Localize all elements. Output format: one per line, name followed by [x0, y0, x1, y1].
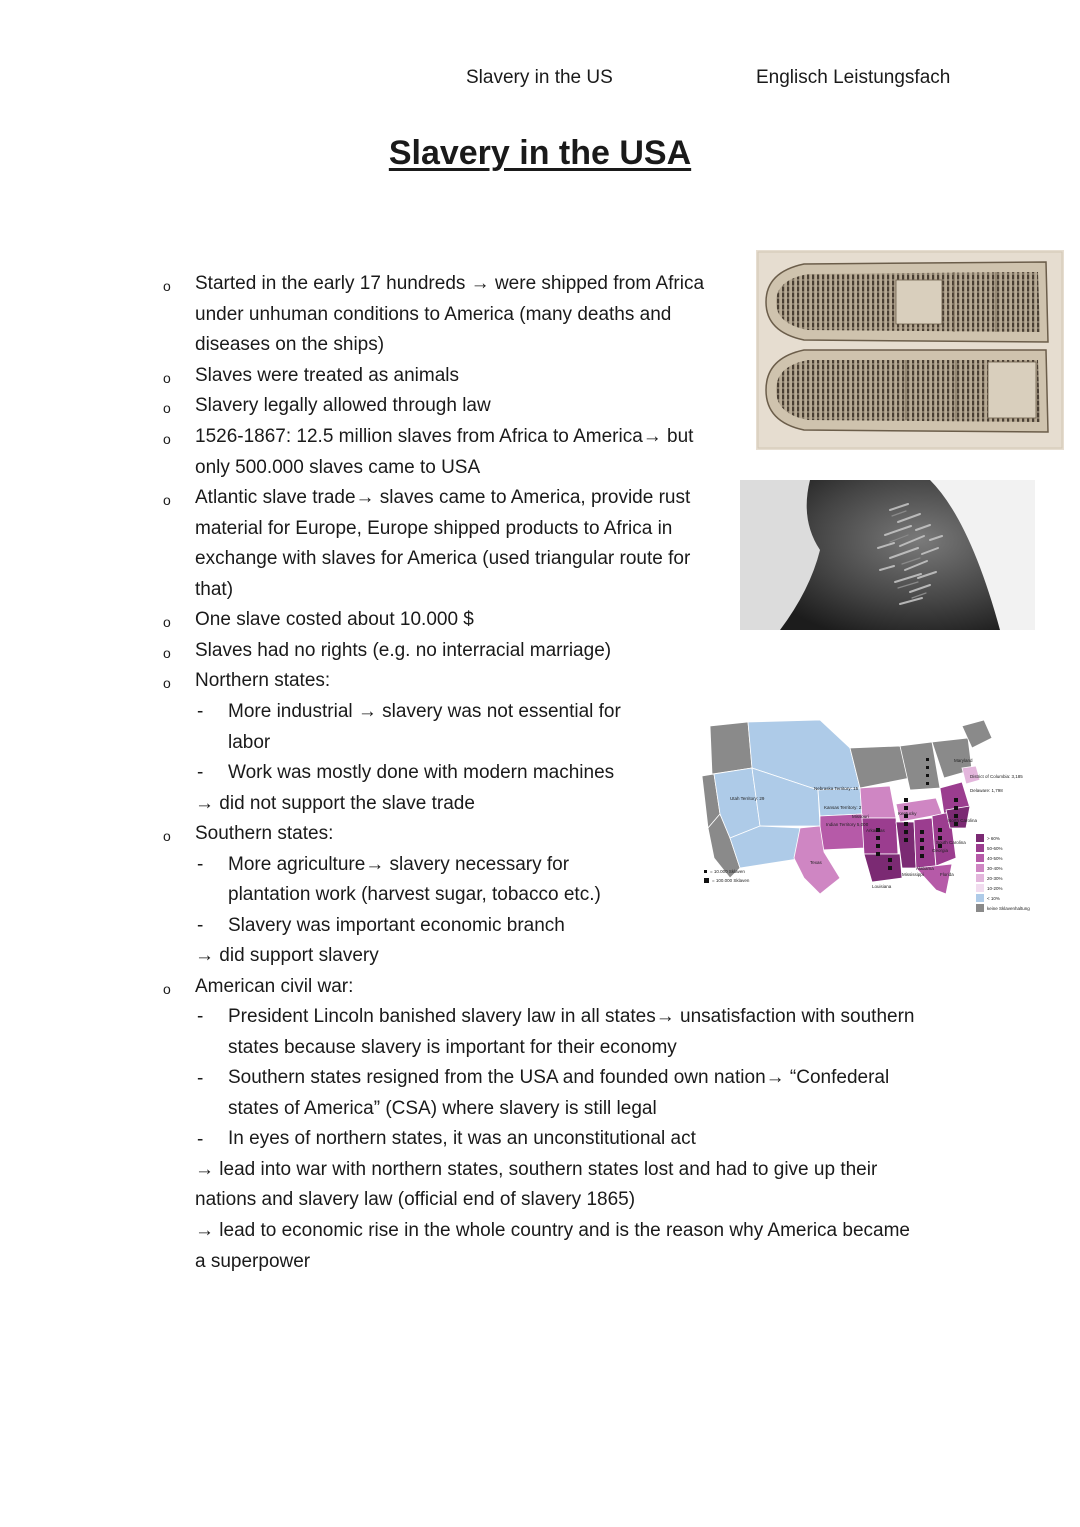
legend-label: 50-60%: [987, 846, 1003, 851]
dash-marker: -: [197, 1006, 204, 1027]
text-line: Work was mostly done with modern machines: [228, 762, 615, 783]
legend-swatch: [976, 884, 984, 892]
dash-marker: -: [197, 915, 204, 936]
dash-marker: -: [197, 701, 204, 722]
map-label: Arkansas: [866, 828, 885, 833]
bullet-marker: o: [163, 675, 171, 691]
dash-marker: -: [197, 854, 204, 875]
map-label: Kentucky: [898, 811, 917, 816]
text-line: President Lincoln banished slavery law in all states→ unsatisfaction with southern: [228, 1006, 915, 1027]
map-label: Mississippi: [902, 872, 924, 877]
us-slavery-map-image: [700, 718, 1030, 922]
legend-label: 20-30%: [987, 876, 1003, 881]
dash-marker: -: [197, 762, 204, 783]
legend-swatch: [976, 864, 984, 872]
map-label: Kansas Territory: 2: [824, 805, 862, 810]
bullet-marker: o: [163, 278, 171, 294]
map-label: South Carolina: [936, 840, 966, 845]
map-label: Missouri: [852, 814, 869, 819]
text-line: exchange with slaves for America (used triangular route for: [195, 548, 691, 569]
text-line: diseases on the ships): [195, 334, 385, 355]
text-line: → lead into war with northern states, southern states lost and had to give up their: [195, 1159, 878, 1180]
text-line: Slavery was important economic branch: [228, 915, 565, 936]
text-line: only 500.000 slaves came to USA: [195, 457, 481, 478]
header-left: Slavery in the US: [466, 67, 613, 88]
text-line: material for Europe, Europe shipped products to Africa in: [195, 518, 673, 539]
map-icon-legend: = 100.000 Sklaven: [712, 878, 750, 883]
bullet-marker: o: [163, 981, 171, 997]
dash-marker: -: [197, 1129, 204, 1150]
legend-swatch: [976, 904, 984, 912]
map-label: Delaware: 1,798: [970, 788, 1003, 793]
legend-label: 40-50%: [987, 856, 1003, 861]
text-line: 1526-1867: 12.5 million slaves from Africa to America→ but: [195, 426, 694, 447]
text-line: that): [195, 579, 234, 600]
text-line: In eyes of northern states, it was an unconstitutional act: [228, 1128, 696, 1149]
dash-marker: -: [197, 1068, 204, 1089]
legend-swatch: [976, 854, 984, 862]
legend-swatch: [976, 894, 984, 902]
bullet-marker: o: [163, 614, 171, 630]
text-line: → did not support the slave trade: [195, 793, 475, 814]
text-line: American civil war:: [195, 976, 354, 997]
text-line: Southern states resigned from the USA and founded own nation→ “Confederal: [228, 1067, 890, 1088]
text-line: Northern states:: [195, 670, 331, 691]
text-line: nations and slavery law (official end of slavery 1865): [195, 1189, 636, 1210]
page-title: Slavery in the USA: [388, 134, 692, 172]
bullet-marker: o: [163, 828, 171, 844]
legend-label: < 10%: [987, 896, 1000, 901]
legend-swatch: [976, 844, 984, 852]
map-label: Utah Territory: 29: [730, 796, 765, 801]
bullet-marker: o: [163, 370, 171, 386]
text-line: plantation work (harvest sugar, tobacco etc.): [228, 884, 601, 905]
map-label: Georgia: [932, 848, 949, 853]
map-label: Florida: [940, 872, 954, 877]
text-line: labor: [228, 732, 271, 753]
map-label: Nebraska Territory: 15: [814, 786, 859, 791]
legend-label: 10-20%: [987, 886, 1003, 891]
text-line: under unhuman conditions to America (many deaths and: [195, 304, 672, 325]
text-line: states because slavery is important for their economy: [228, 1037, 677, 1058]
legend-swatch: [976, 834, 984, 842]
map-label: Alabama: [916, 866, 934, 871]
bullet-marker: o: [163, 645, 171, 661]
legend-label: keine Sklavenhaltung: [987, 906, 1030, 911]
text-line: Started in the early 17 hundreds → were shipped from Africa: [195, 273, 705, 294]
map-label: Texas: [810, 860, 822, 865]
bullet-marker: o: [163, 492, 171, 508]
bullet-marker: o: [163, 431, 171, 447]
legend-label: > 60%: [987, 836, 1000, 841]
text-line: Slaves had no rights (e.g. no interracial marriage): [195, 640, 612, 661]
text-line: Slaves were treated as animals: [195, 365, 460, 386]
header-right: Englisch Leistungsfach: [756, 67, 951, 88]
text-line: states of America” (CSA) where slavery is still legal: [228, 1098, 657, 1119]
map-label: Indian Territory 5,000: [826, 822, 869, 827]
scarred-back-photo-image: [740, 480, 1035, 630]
text-line: → did support slavery: [195, 945, 379, 966]
map-label: North Carolina: [948, 818, 978, 823]
bullet-marker: o: [163, 400, 171, 416]
map-icon-legend: = 10.000 Sklaven: [710, 869, 745, 874]
map-label: Maryland: [954, 758, 973, 763]
text-line: More industrial → slavery was not essential for: [228, 701, 621, 722]
text-line: → lead to economic rise in the whole country and is the reason why America became: [195, 1220, 910, 1241]
text-line: More agriculture→ slavery necessary for: [228, 854, 570, 875]
text-line: a superpower: [195, 1251, 311, 1272]
legend-label: 30-40%: [987, 866, 1003, 871]
map-label: Louisiana: [872, 884, 892, 889]
text-line: Slavery legally allowed through law: [195, 395, 491, 416]
text-line: Southern states:: [195, 823, 334, 844]
text-line: One slave costed about 10.000 $: [195, 609, 474, 630]
text-line: Atlantic slave trade→ slaves came to America, provide rust: [195, 487, 691, 508]
slave-ship-diagram-image: [756, 250, 1064, 450]
map-label: District of Columbia: 3,185: [970, 774, 1023, 779]
legend-swatch: [976, 874, 984, 882]
